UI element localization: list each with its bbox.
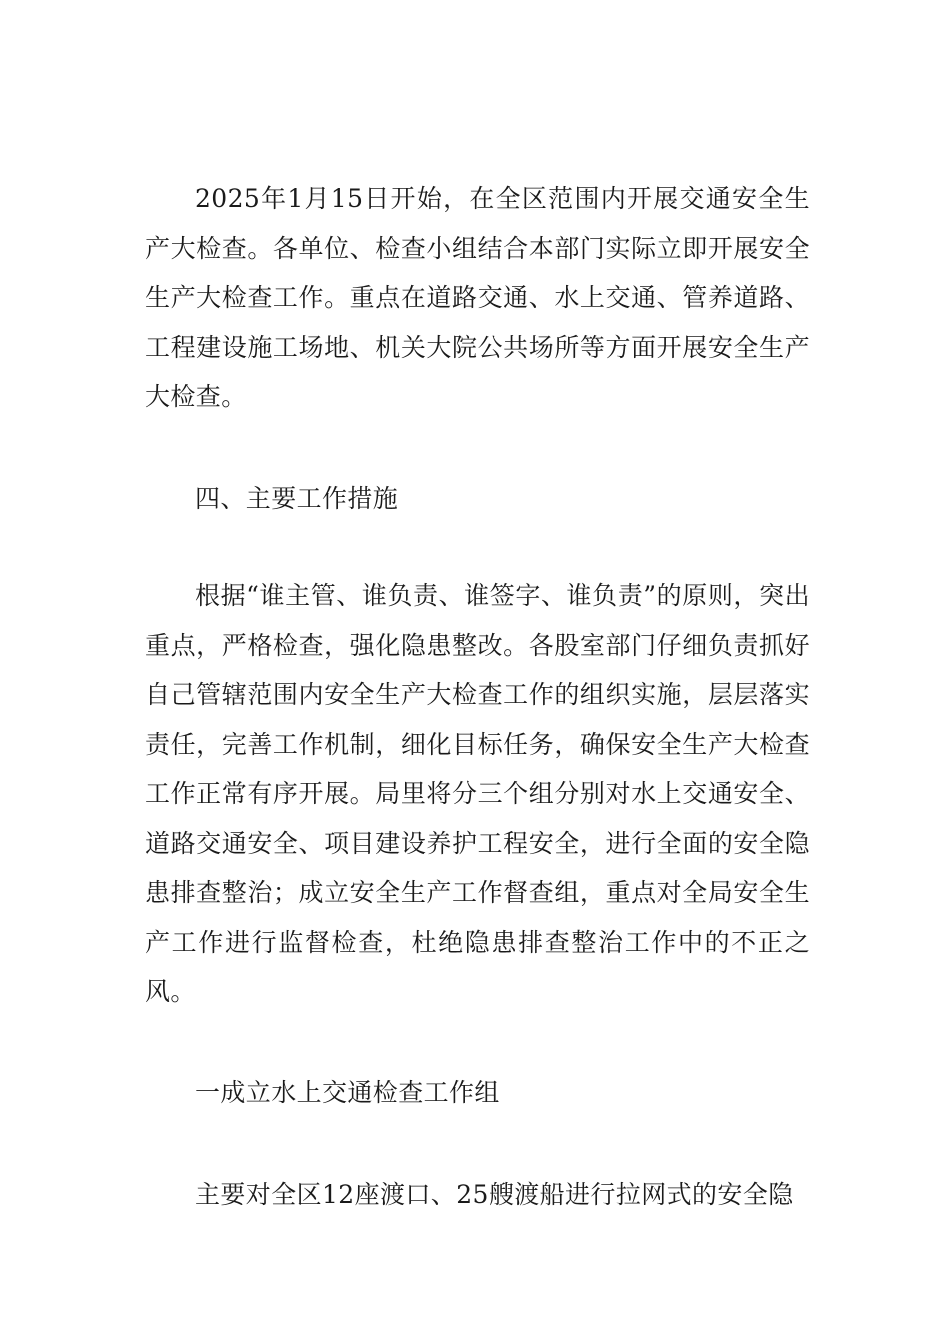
body-paragraph: 2025年1月15日开始，在全区范围内开展交通安全生产大检查。各单位、检查小组结合本部门实际立即开展安全生产大检查工作。重点在道路交通、水上交通、管养道路、工程建设施工场地、机关大院公共场所等方面开展安全生产大检查。 bbox=[145, 184, 810, 411]
section-heading: 四、主要工作措施 bbox=[195, 484, 399, 513]
body-paragraph: 根据“谁主管、谁负责、谁签字、谁负责”的原则，突出重点，严格检查，强化隐患整改。各股室部门仔细负责抓好自己管辖范围内安全生产大检查工作的组织实施，层层落实责任，完善工作机制，细化目标任务，确保安全生产大检查工作正常有序开展。局里将分三个组分别对水上交通安全、道路交通安全、项目建设养护工程安全，进行全面的安全隐患排查整治；成立安全生产工作督查组，重点对全局安全生产工作进行监督检查，杜绝隐患排查整治工作中的不正之风。 bbox=[145, 581, 810, 1006]
subsection-heading: 一成立水上交通检查工作组 bbox=[195, 1078, 500, 1107]
body-paragraph: 主要对全区12座渡口、25艘渡船进行拉网式的安全隐 bbox=[195, 1180, 794, 1209]
